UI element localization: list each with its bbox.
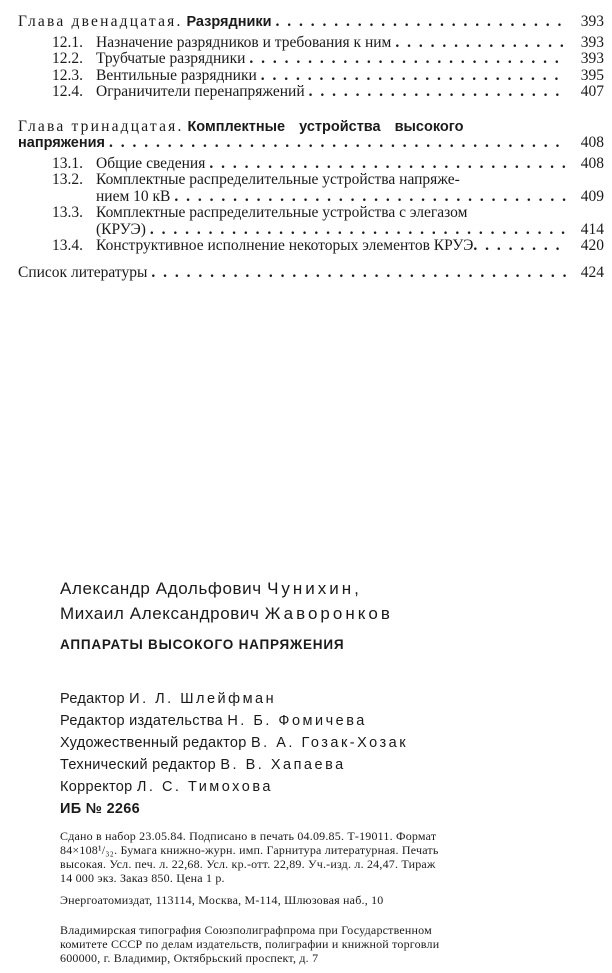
section-number: 13.3. [52, 204, 83, 221]
dot-leader [146, 222, 566, 239]
section-title: Вентильные разрядники [96, 66, 257, 84]
section-number: 12.2. [52, 50, 83, 67]
printer-line: комитете СССР по делам издательств, полиграфии и книжной торговли [60, 937, 440, 951]
printer-details [60, 923, 570, 965]
section-title: Конструктивное исполнение некоторых элементов КРУЭ [96, 237, 474, 254]
staff-role: Корректор [60, 779, 133, 795]
dot-leader [257, 68, 566, 85]
staff-entry [60, 688, 580, 710]
tech-line: 14 000 экз. Заказ 850. Цена 1 р. [60, 871, 225, 885]
chapter-title: Комплектные устройства высокого [187, 118, 464, 135]
table-of-contents [18, 14, 604, 281]
staff-list [60, 688, 580, 820]
chapter-title: Разрядники [186, 14, 272, 30]
section-number: 13.1. [52, 154, 83, 172]
dot-leader [170, 189, 566, 206]
imprint-block [60, 576, 580, 820]
toc-section [18, 172, 604, 205]
chapter-label: Глава тринадцатая. [18, 117, 184, 135]
chapter-title-cont: напряжения [18, 135, 105, 151]
page-number: 424 [580, 263, 604, 281]
tech-line: высокая. Усл. печ. л. 22,68. Усл. кр.-отт. 22,89. Уч.-изд. л. 24,47. Тираж [60, 857, 436, 871]
page-number: 393 [580, 33, 604, 51]
page-number: 414 [580, 220, 604, 238]
staff-name: И. Л. Шлейфман [129, 691, 277, 707]
author-2 [60, 601, 580, 626]
dot-leader [473, 238, 568, 255]
section-title-cont: (КРУЭ) [96, 220, 146, 238]
section-number: 13.2. [52, 171, 83, 188]
page-number: 393 [580, 13, 604, 30]
page-number: 408 [580, 134, 604, 151]
toc-section [18, 84, 604, 101]
author-name: Александр Адольфович [60, 579, 262, 598]
section-title: Ограничители перенапряжений [96, 83, 305, 100]
dot-leader [245, 51, 566, 68]
book-title: АППАРАТЫ ВЫСОКОГО НАПРЯЖЕНИЯ [60, 637, 345, 652]
toc-section [18, 156, 604, 173]
staff-role: Художественный редактор [60, 735, 247, 751]
staff-entry [60, 710, 580, 732]
toc-section [18, 51, 604, 68]
dot-leader [205, 156, 566, 173]
toc-literature [18, 265, 604, 282]
dot-leader [391, 35, 566, 52]
ib-number: ИБ № 2266 [60, 801, 141, 817]
author-surname: Чунихин, [267, 579, 362, 598]
section-number: 12.1. [52, 33, 83, 51]
technical-details [60, 829, 570, 885]
staff-entry [60, 754, 580, 776]
staff-role: Редактор [60, 691, 125, 707]
section-number: 13.4. [52, 237, 83, 254]
toc-chapter-12 [18, 14, 604, 31]
page-number: 407 [580, 83, 604, 100]
page-number: 395 [580, 66, 604, 84]
staff-role: Редактор издательства [60, 713, 223, 729]
section-number: 12.4. [52, 83, 83, 100]
staff-name: В. В. Хапаева [220, 757, 346, 773]
section-title: Трубчатые разрядники [96, 50, 246, 67]
dot-leader [147, 265, 566, 282]
dot-leader [272, 14, 566, 31]
section-title-cont: нием 10 кВ [96, 187, 171, 205]
page-number: 409 [580, 187, 604, 205]
staff-role: Технический редактор [60, 757, 217, 773]
tech-line: 84×108¹/₃₂. Бумага книжно-журн. имп. Гарнитура литературная. Печать [60, 843, 439, 857]
author-name: Михаил Александрович [60, 604, 260, 623]
section-title: Общие сведения [96, 154, 206, 172]
toc-section [18, 35, 604, 52]
staff-name: В. А. Гозак-Хозак [251, 735, 409, 751]
author-1 [60, 576, 580, 601]
tech-line: Сдано в набор 23.05.84. Подписано в печать 04.09.85. Т-19011. Формат [60, 829, 437, 843]
chapter-label: Глава двенадцатая. [18, 13, 183, 30]
author-surname: Жаворонков [264, 604, 393, 623]
printer-line: Владимирская типография Союзполиграфпрома при Государственном [60, 923, 432, 937]
section-title: Комплектные распределительные устройства напряже- [96, 171, 460, 188]
staff-name: Н. Б. Фомичева [227, 713, 367, 729]
toc-section [18, 205, 604, 238]
publisher-address: Энергоатомиздат, 113114, Москва, М-114, Шлюзовая наб., 10 [60, 893, 384, 907]
staff-name: Л. С. Тимохова [136, 779, 273, 795]
staff-entry [60, 776, 580, 798]
toc-section [18, 68, 604, 85]
section-title: Назначение разрядников и требования к ним [96, 33, 392, 51]
toc-section [18, 238, 604, 255]
literature-title: Список литературы [18, 263, 148, 281]
section-number: 12.3. [52, 66, 83, 84]
staff-entry [60, 732, 580, 754]
printer-line: 600000, г. Владимир, Октябрьский проспект, д. 7 [60, 951, 319, 965]
toc-chapter-13 [18, 119, 604, 152]
dot-leader [305, 84, 566, 101]
page-number: 408 [580, 154, 604, 172]
section-title: Комплектные распределительные устройства с элегазом [96, 204, 468, 221]
dot-leader [105, 135, 566, 152]
page-number: 393 [580, 50, 604, 67]
page-number: 420 [580, 237, 604, 254]
